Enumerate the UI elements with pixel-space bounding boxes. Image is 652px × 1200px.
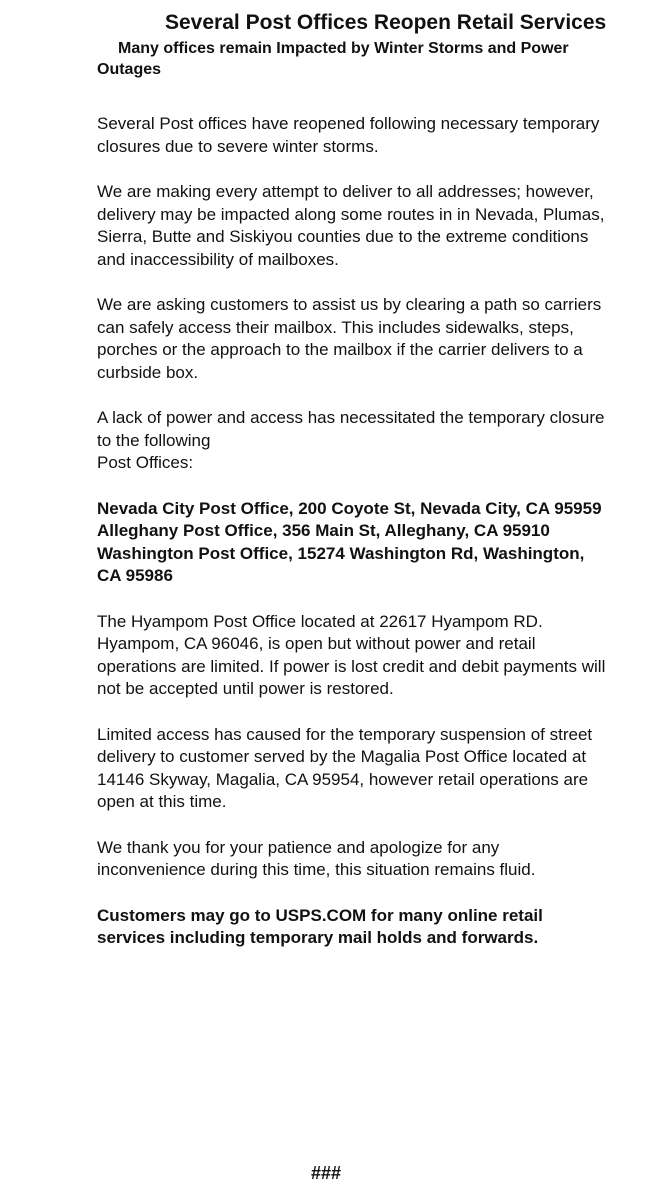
paragraph-delivery-impact: We are making every attempt to deliver to all addresses; however, delivery may be impacted along some routes in in Nevada, Plumas, Sierra, Butte and Siskiyou counties due to the extreme conditions and inaccessibility of mailboxes. bbox=[97, 182, 605, 269]
page-title: Several Post Offices Reopen Retail Services bbox=[165, 11, 607, 34]
paragraph-closure-intro: A lack of power and access has necessitated the temporary closure to the following bbox=[97, 408, 605, 450]
paragraph-hyampom: The Hyampom Post Office located at 22617 Hyampom RD. Hyampom, CA 96046, is open but without power and retail operations are limited. If power is lost credit and debit payments will not be accepted until power is restored. bbox=[97, 611, 606, 698]
press-release bbox=[97, 10, 607, 950]
end-mark: ### bbox=[310, 1163, 342, 1183]
closed-office-item: Alleghany Post Office, 356 Main St, Alleghany, CA 95910 bbox=[97, 521, 550, 540]
page-subtitle: Many offices remain Impacted by Winter Storms and Power Outages bbox=[97, 40, 569, 78]
paragraph-magalia: Limited access has caused for the temporary suspension of street delivery to customer served by the Magalia Post Office located at 14146 Skyway, Magalia, CA 95954, however retail operations are open at this time. bbox=[97, 724, 593, 811]
paragraph-closure-intro-cont: Post Offices: bbox=[97, 453, 194, 472]
closed-office-item: Washington Post Office, 15274 Washington Rd, Washington, CA 95986 bbox=[97, 543, 585, 585]
closed-offices-list bbox=[97, 498, 607, 588]
paragraph-clear-path: We are asking customers to assist us by clearing a path so carriers can safely access their mailbox. This includes sidewalks, steps, porches or the approach to the mailbox if the carrier delivers to a curbside box. bbox=[97, 295, 602, 382]
paragraph-thanks: We thank you for your patience and apologize for any inconvenience during this time, this situation remains fluid. bbox=[97, 837, 536, 879]
paragraph-reopened: Several Post offices have reopened following necessary temporary closures due to severe winter storms. bbox=[97, 114, 600, 156]
closing-statement: Customers may go to USPS.COM for many online retail services including temporary mail holds and forwards. bbox=[97, 905, 543, 947]
closed-office-item: Nevada City Post Office, 200 Coyote St, Nevada City, CA 95959 bbox=[97, 498, 602, 518]
